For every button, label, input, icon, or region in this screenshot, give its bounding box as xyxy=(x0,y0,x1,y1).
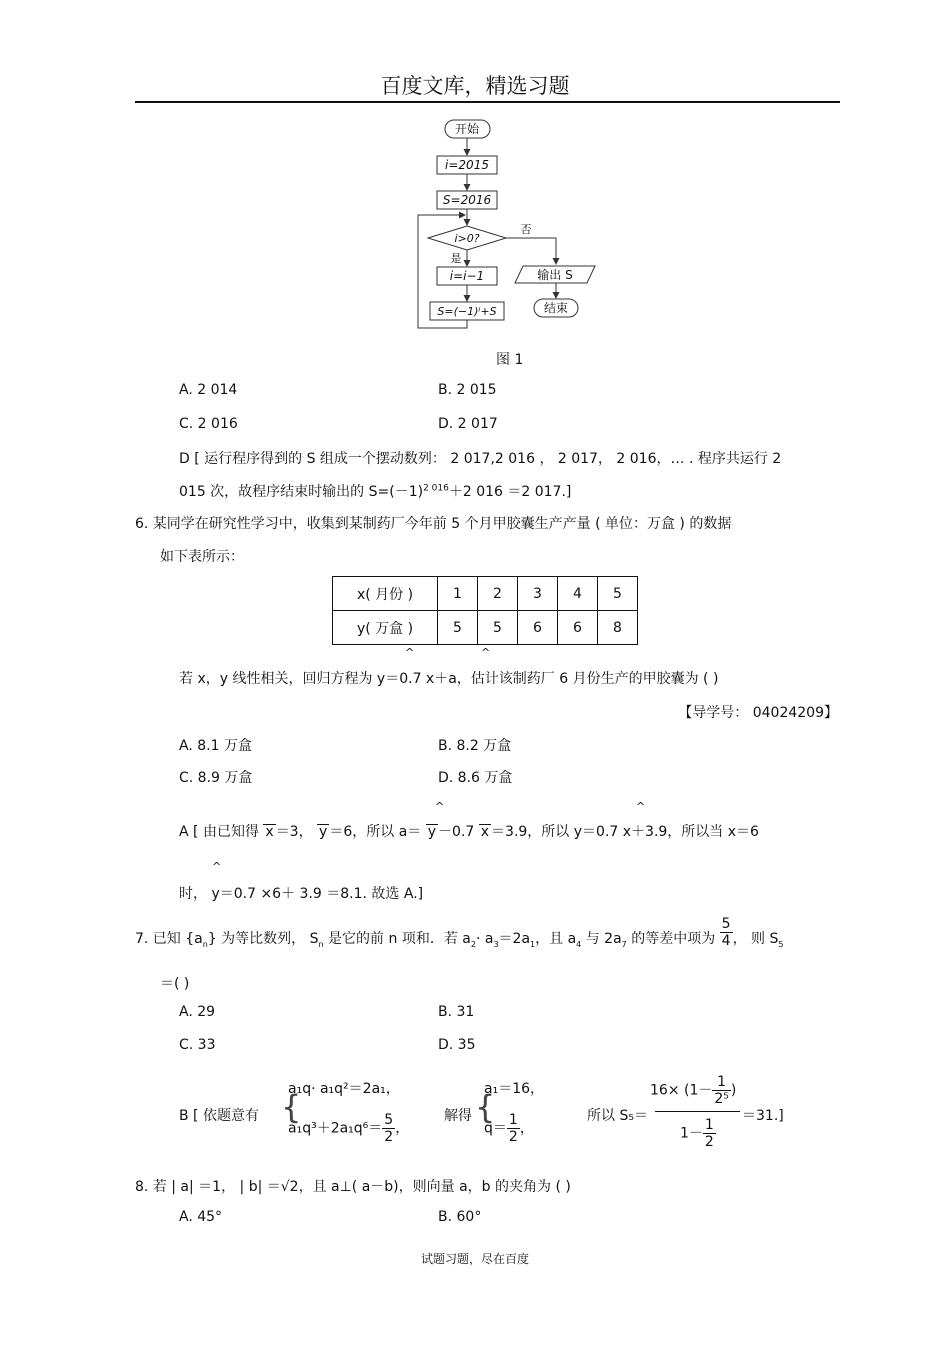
q7-therefore: 所以 S₅＝ xyxy=(587,1108,648,1124)
q6-stem-line2: 如下表所示： xyxy=(160,549,244,565)
table-cell: y( 万盒 ) xyxy=(333,611,438,645)
q6-option-c: C. 8.9 万盒 xyxy=(179,770,253,786)
flow-start-label: 开始 xyxy=(454,122,480,136)
q7-result: ＝31.] xyxy=(742,1108,784,1124)
q8-stem: 8. 若 | a| ＝1， | b| ＝√2，且 a⊥( a－b)，则向量 a，b 的夹角为 ( ) xyxy=(135,1179,571,1195)
q8-option-a: A. 45° xyxy=(179,1209,223,1225)
q7-option-c: C. 33 xyxy=(179,1037,216,1053)
q7-big-fraction-denominator: 1－ $\frac{1}{2}$ xyxy=(680,1117,714,1150)
q7-option-a: A. 29 xyxy=(179,1004,216,1020)
flow-init-s-label: S=2016 xyxy=(442,193,492,207)
table-cell: 3 xyxy=(518,577,558,611)
hat-mark: ^ xyxy=(481,646,491,659)
q7-option-b: B. 31 xyxy=(438,1004,475,1020)
page-header-title: 百度文库，精选习题 xyxy=(380,74,570,98)
header-rule xyxy=(135,101,840,103)
q7-system2-line2: q＝ $\frac{1}{2}$ ， xyxy=(484,1112,534,1145)
table-cell: 5 xyxy=(598,577,638,611)
q7-system1-line2: a₁q³＋2a₁q⁶＝ $\frac{5}{2}$ ， xyxy=(288,1112,410,1145)
flowchart xyxy=(410,115,610,340)
hat-mark: ^ xyxy=(212,860,222,873)
q6-guide-number: 【导学号： 04024209】 xyxy=(678,705,838,721)
q7-big-fraction-numerator: 16× (1－ $\frac{1}{\text{2⁵}}$ ) xyxy=(650,1074,737,1107)
hat-mark: ^ xyxy=(405,646,415,659)
page-footer: 试题习题，尽在百度 xyxy=(420,1252,529,1266)
q6-data-table xyxy=(332,576,638,645)
q6-option-d: D. 8.6 万盒 xyxy=(438,770,513,786)
table-row xyxy=(333,577,638,611)
q5-option-b: B. 2 015 xyxy=(438,382,497,398)
flow-end-label: 结束 xyxy=(543,301,569,315)
q5-option-c: C. 2 016 xyxy=(179,416,238,432)
table-row xyxy=(333,611,638,645)
q7-option-d: D. 35 xyxy=(438,1037,476,1053)
hat-mark: ^ xyxy=(435,800,445,813)
brace-icon: { xyxy=(475,1088,496,1126)
table-cell: 5 xyxy=(478,611,518,645)
flow-yes-label: 是 xyxy=(450,252,462,265)
table-cell: x( 月份 ) xyxy=(333,577,438,611)
q7-answer-prefix: B [ 依题意有 xyxy=(179,1108,259,1124)
q7-system2-line1: a₁＝16， xyxy=(484,1081,545,1097)
q7-stem: 7. 已知 $\{a_n\}$ 为等比数列， $S_n$ 是它的前 n 项和．若 $a_2\cdot a_3=2a_1$，且 $a_4$ 与 $2a_7$ 的等差中项为 $\frac{5}{4}$ ， 则 $S_5$ xyxy=(135,915,784,949)
flow-output-label: 输出 S xyxy=(537,268,573,282)
figure-caption: 图 1 xyxy=(496,352,524,368)
flow-decrement-label: i=i−1 xyxy=(449,269,485,283)
table-cell: 1 xyxy=(438,577,478,611)
q6-option-b: B. 8.2 万盒 xyxy=(438,738,512,754)
table-cell: 6 xyxy=(558,611,598,645)
flow-no-label: 否 xyxy=(520,223,532,236)
q6-answer-line2: 时， y＝0.7 ×6＋ 3.9 ＝8.1. 故选 A.] xyxy=(179,886,424,902)
flow-init-i-label: i=2015 xyxy=(445,158,489,172)
flow-sum-label: S=(−1)ⁱ+S xyxy=(437,305,497,318)
q7-stem-blank: ＝( ) xyxy=(160,976,190,992)
q5-answer-line1: D [ 运行程序得到的 S 组成一个摆动数列： 2 017,2 016 ， 2 017， 2 016，… . 程序共运行 2 xyxy=(179,451,782,467)
fraction-bar xyxy=(655,1111,740,1112)
table-cell: 6 xyxy=(518,611,558,645)
flow-condition-label: i>0? xyxy=(454,232,480,245)
hat-mark: ^ xyxy=(636,800,646,813)
q6-stem-line1: 6. 某同学在研究性学习中，收集到某制药厂今年前 5 个月甲胶囊生产产量 ( 单位：万盒 ) 的数据 xyxy=(135,516,732,532)
q6-question: 若 x，y 线性相关，回归方程为 y＝0.7 x＋a，估计该制药厂 6 月份生产的甲胶囊为 ( ) xyxy=(179,671,719,687)
exponent: 2 016 xyxy=(423,483,449,494)
q5-answer-line2: 015 次，故程序结束时输出的 $S=(-1)^{2 016}+2$ 016 ＝2 017.] xyxy=(179,483,572,500)
q6-option-a: A. 8.1 万盒 xyxy=(179,738,252,754)
q5-option-a: A. 2 014 xyxy=(179,382,238,398)
q7-solve-label: 解得 xyxy=(444,1108,472,1124)
table-cell: 8 xyxy=(598,611,638,645)
table-cell: 5 xyxy=(438,611,478,645)
q5-option-d: D. 2 017 xyxy=(438,416,498,432)
brace-icon: { xyxy=(281,1088,302,1126)
table-cell: 2 xyxy=(478,577,518,611)
q6-answer-line1: A [ 由已知得 x ＝3， y ＝6，所以 a＝ y －0.7 x ＝3.9，所以 y＝0.7 x＋3.9，所以当 x＝6 xyxy=(179,824,759,840)
q8-option-b: B. 60° xyxy=(438,1209,482,1225)
table-cell: 4 xyxy=(558,577,598,611)
q7-system1-line1: a₁q· a₁q²＝2a₁， xyxy=(288,1081,400,1097)
